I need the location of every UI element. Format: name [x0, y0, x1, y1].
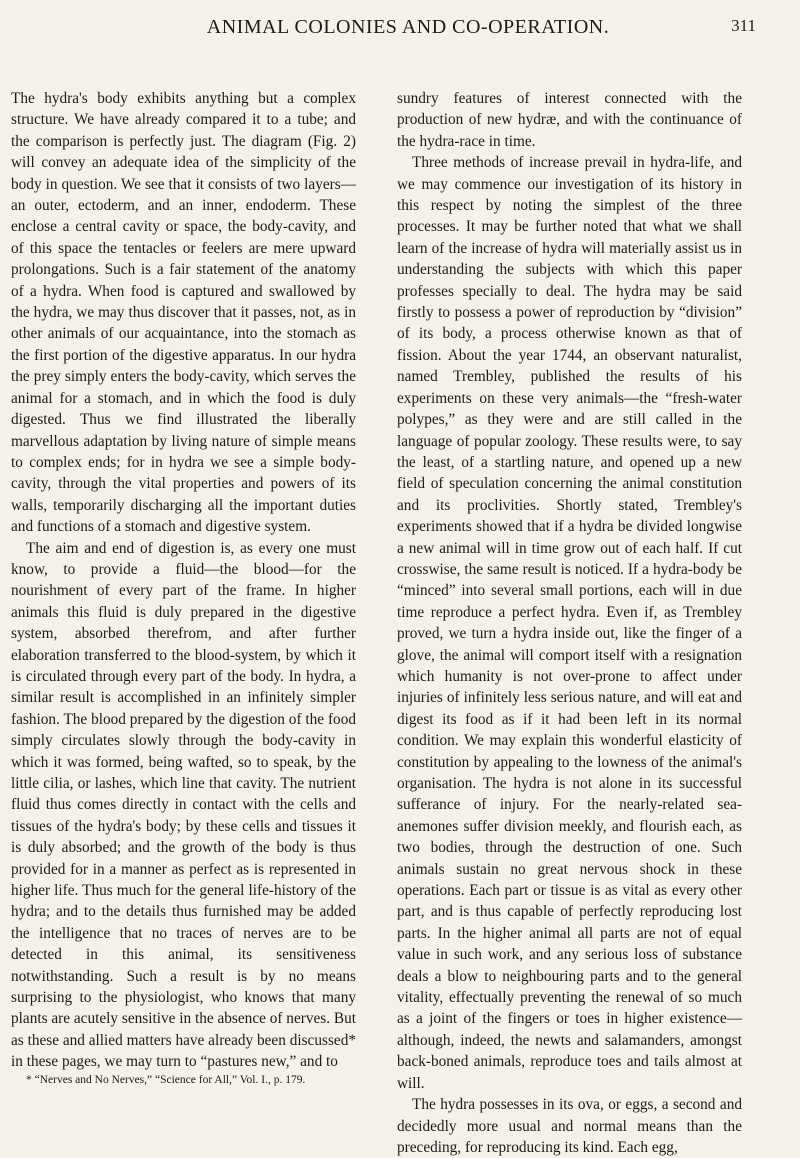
left-column	[11, 88, 356, 1087]
right-column	[397, 88, 742, 1158]
running-head: ANIMAL COLONIES AND CO-OPERATION.	[206, 16, 610, 38]
paragraph: sundry features of interest connected with the production of new hydræ, and with the continuance of the hydra-race in time.	[397, 90, 742, 150]
paragraph: The hydra's body exhibits anything but a complex structure. We have already compared it to a tube; and the comparison is perfectly just. The diagram (Fig. 2) will convey an adequate idea of the simplicity of the body in question. We see that it consists of two layers—an outer, ectoderm, and an inner, endoderm. These enclose a central cavity or space, the body-cavity, and of this space the tentacles or feelers are mere upward prolongations. Such is a fair statement of the anatomy of a hydra. When food is captured and swallowed by the hydra, we may thus discover that it passes, not, as in other animals of our acquaintance, into the stomach as the first portion of the digestive apparatus. In our hydra the prey simply enters the body-cavity, which serves the animal for a stomach, and in which the food is duly digested. Thus we find illustrated the liberally marvellous adaptation by living nature of simple means to complex ends; for in hydra we see a simple body-cavity, through the vital properties and powers of its walls, temporarily discharging all the important duties and functions of a stomach and digestive system.	[11, 90, 356, 536]
paragraph: The aim and end of digestion is, as every one must know, to provide a fluid—the blood—for the nourishment of every part of the frame. In higher animals this fluid is duly prepared in the digestive system, absorbed therefrom, and after further elaboration transferred to the blood-system, by which it is circulated through every part of the body. In hydra, a similar result is accomplished in an infinitely simpler fashion. The blood prepared by the digestion of the food simply circulates slowly through the body-cavity in which it was formed, being wafted, so to speak, by the little cilia, or lashes, which line that cavity. The nutrient fluid thus comes directly in contact with the cells and tissues of the hydra's body; by these cells and tissues it is duly absorbed; and the growth of the body is thus provided for in a manner as perfect as is represented in higher life. Thus much for the general life-history of the hydra; and to the details thus furnished may be added the intelligence that no traces of nerves are to be detected in this animal, its sensitiveness notwithstanding. Such a result is by no means surprising to the physiologist, who knows that many plants are acutely sensitive in the absence of nerves. But as these and allied matters have already been discussed* in these pages, we may turn to “pastures new,” and to	[11, 539, 356, 1071]
page-number: 311	[731, 16, 756, 35]
paragraph: Three methods of increase prevail in hydra-life, and we may commence our investigation of its history in this respect by noting the simplest of the three processes. It may be further noted that what we shall learn of the increase of hydra will materially assist us in understanding the subjects with which this paper professes specially to deal. The hydra may be said firstly to possess a power of reproduction by “division” of its body, a process otherwise known as that of fission. About the year 1744, an observant naturalist, named Trembley, published the results of his experiments on these very animals—the “fresh-water polypes,” as they were and are still called in the language of popular zoology. These results were, to say the least, of a startling nature, and opened up a new field of speculation concerning the animal constitution and its proclivities. Shortly stated, Trembley's experiments showed that if a hydra be divided longwise a new animal will in time grow out of each half. If cut crosswise, the same result is noticed. If a hydra-body be “minced” into several small portions, each will in due time reproduce a perfect hydra. Even if, as Trembley proved, we turn a hydra inside out, like the finger of a glove, the animal will comport itself with a resignation which humanity is not over-prone to affect under injuries of infinitely less serious nature, and will eat and digest its food as if it had been left in its normal condition. We may explain this wonderful elasticity of constitution by appealing to the lowness of the animal's organisation. The hydra is not alone in its successful sufferance of injury. For the nearly-related sea-anemones suffer division meekly, and flourish each, as two bodies, through the destruction of one. Such animals sustain no great nervous shock in these operations. Each part or tissue is as vital as every other part, and is thus capable of perfectly reproducing lost parts. In the higher animal all parts are not of equal value in such work, and any serious loss of substance deals a blow to neighbouring parts and to the general vitality, effectually preventing the renewal of so much as a joint of the fingers or toes in higher existence—although, indeed, the newts and salamanders, amongst back-boned animals, reproduce toes and tails almost at will.	[397, 154, 742, 1092]
paragraph: The hydra possesses in its ova, or eggs, a second and decidedly more usual and normal means than the preceding, for reproducing its kind. Each egg,	[397, 1096, 742, 1156]
page-header	[0, 10, 800, 46]
footnote: * “Nerves and No Nerves,” “Science for All,” Vol. I., p. 179.	[26, 1073, 306, 1086]
